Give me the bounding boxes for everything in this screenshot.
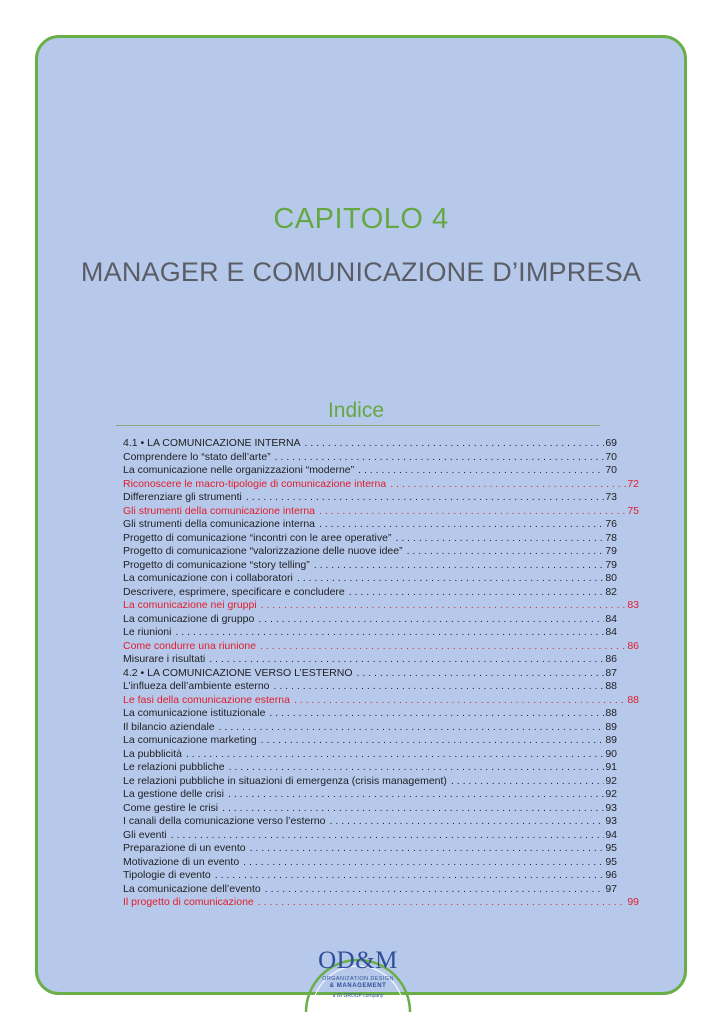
toc-entry-title: Le relazioni pubbliche in situazioni di emergenza (crisis management): [123, 774, 447, 787]
toc-entry-title: La gestione delle crisi: [123, 788, 224, 800]
chapter-title: MANAGER E COMUNICAZIONE D’IMPRESA: [80, 257, 642, 287]
toc-entry-page: 91: [605, 761, 617, 773]
toc-entry: [123, 896, 639, 910]
toc-entry: [123, 694, 639, 708]
toc-entry: [123, 626, 617, 640]
toc-leader-dots: [305, 437, 605, 451]
toc-leader-dots: [390, 478, 626, 492]
toc-entry-title: Progetto di comunicazione “story telling”: [123, 558, 310, 571]
toc-leader-dots: [358, 464, 604, 478]
toc-entry-title: Progetto di comunicazione “valorizzazione delle nuove idee”: [123, 545, 403, 557]
toc-leader-dots: [246, 491, 604, 505]
toc-entry-title: Tipologie di evento: [123, 869, 211, 881]
toc-entry-title: Il bilancio aziendale: [123, 720, 215, 733]
toc-entry-page: 96: [605, 869, 617, 881]
toc-entry-page: 78: [605, 531, 617, 544]
toc-leader-dots: [275, 451, 605, 465]
toc-entry: [123, 505, 639, 519]
toc-leader-dots: [260, 640, 626, 654]
toc-entry: [123, 788, 617, 802]
toc-entry-page: 75: [627, 504, 639, 517]
toc-leader-dots: [319, 518, 604, 532]
index-divider: [116, 425, 600, 426]
toc-entry-title: Come condurre una riunione: [123, 639, 257, 652]
toc-entry: [123, 869, 617, 883]
toc-entry: [123, 518, 617, 532]
toc-entry-title: Gli eventi: [123, 828, 167, 841]
toc-entry-page: 73: [605, 491, 617, 503]
toc-leader-dots: [209, 653, 604, 667]
toc-entry-title: Misurare i risultati: [123, 653, 206, 665]
toc-leader-dots: [330, 815, 605, 829]
toc-entry: [123, 775, 617, 789]
toc-entry: [123, 640, 639, 654]
toc-entry: [123, 586, 617, 600]
toc-entry: [123, 559, 617, 573]
toc-entry-page: 84: [605, 612, 617, 625]
toc-leader-dots: [274, 680, 605, 694]
toc-entry-title: La comunicazione nelle organizzazioni “moderne”: [123, 464, 355, 476]
toc-entry-title: La comunicazione con i collaboratori: [123, 572, 293, 584]
toc-leader-dots: [243, 856, 604, 870]
toc-entry-title: L’influeza dell’ambiente esterno: [123, 680, 270, 692]
toc-entry-page: 95: [605, 855, 617, 868]
toc-entry-page: 70: [605, 450, 617, 463]
toc-entry-page: 79: [605, 558, 617, 571]
toc-entry: [123, 883, 617, 897]
toc-leader-dots: [222, 802, 604, 816]
toc-entry-page: 88: [627, 693, 639, 706]
toc-leader-dots: [356, 667, 604, 681]
toc-entry: [123, 734, 617, 748]
toc-entry-page: 79: [605, 545, 617, 557]
toc-entry: [123, 653, 617, 667]
toc-entry: [123, 572, 617, 586]
toc-leader-dots: [314, 559, 605, 573]
logo-wordmark: OD&M: [318, 947, 398, 974]
toc-leader-dots: [228, 788, 604, 802]
toc-leader-dots: [265, 883, 605, 897]
toc-entry: [123, 451, 617, 465]
toc-entry-title: Come gestire le crisi: [123, 801, 219, 814]
toc-entry-page: 99: [627, 896, 639, 908]
toc-entry-page: 88: [605, 707, 617, 719]
toc-entry: [123, 680, 617, 694]
toc-entry: [123, 748, 617, 762]
toc-entry-title: La comunicazione istituzionale: [123, 707, 266, 719]
index-heading: Indice: [327, 399, 385, 422]
toc-entry-page: 89: [605, 734, 617, 746]
toc-entry-page: 72: [627, 477, 639, 490]
toc-entry-page: 82: [605, 585, 617, 598]
toc-leader-dots: [294, 694, 626, 708]
toc-leader-dots: [229, 761, 605, 775]
toc-entry-page: 92: [605, 788, 617, 800]
toc-leader-dots: [219, 721, 605, 735]
toc-leader-dots: [395, 532, 604, 546]
toc-leader-dots: [297, 572, 604, 586]
toc-entry-title: Differenziare gli strumenti: [123, 491, 242, 503]
toc-entry-page: 92: [605, 774, 617, 787]
toc-entry-page: 93: [605, 801, 617, 814]
toc-entry-page: 70: [605, 464, 617, 476]
chapter-number: CAPITOLO 4: [273, 203, 449, 235]
toc-entry-title: Gli strumenti della comunicazione interna: [123, 518, 316, 530]
toc-entry: [123, 721, 617, 735]
toc-entry-page: 69: [605, 437, 617, 449]
logo-line1: ORGANIZATION DESIGN: [322, 976, 394, 982]
toc-entry-title: Le fasi della comunicazione esterna: [123, 693, 290, 706]
odm-logo: [302, 942, 414, 1022]
toc-entry-title: La pubblicità: [123, 747, 182, 760]
toc-leader-dots: [215, 869, 605, 883]
toc-entry: [123, 437, 617, 451]
toc-entry-page: 87: [605, 666, 617, 679]
toc-entry-title: Le relazioni pubbliche: [123, 761, 225, 773]
toc-leader-dots: [171, 829, 605, 843]
toc-entry: [123, 532, 617, 546]
toc-leader-dots: [258, 896, 627, 910]
toc-entry-title: Comprendere lo “stato dell’arte”: [123, 450, 271, 463]
toc-entry-title: Il progetto di comunicazione: [123, 896, 254, 908]
toc-entry-page: 88: [605, 680, 617, 692]
toc-entry: [123, 545, 617, 559]
toc-entry: [123, 815, 617, 829]
toc-entry: [123, 802, 617, 816]
toc-leader-dots: [407, 545, 605, 559]
toc-entry-title: Preparazione di un evento: [123, 842, 246, 854]
toc-entry-title: Progetto di comunicazione “incontri con le aree operative”: [123, 531, 392, 544]
toc-entry: [123, 842, 617, 856]
toc-entry-page: 93: [605, 815, 617, 827]
toc-entry-title: Gli strumenti della comunicazione interna: [123, 504, 316, 517]
toc-entry: [123, 613, 617, 627]
toc-entry: [123, 478, 639, 492]
toc-entry-page: 90: [605, 747, 617, 760]
toc-entry-page: 83: [627, 599, 639, 611]
toc-entry-title: I canali della comunicazione verso l’esterno: [123, 815, 326, 827]
toc-leader-dots: [319, 505, 626, 519]
toc-entry: [123, 856, 617, 870]
toc-entry-title: Riconoscere le macro-tipologie di comunicazione interna: [123, 477, 387, 490]
toc-entry-title: La comunicazione nei gruppi: [123, 599, 257, 611]
toc-entry: [123, 667, 617, 681]
toc-leader-dots: [269, 707, 604, 721]
toc-entry-page: 95: [605, 842, 617, 854]
toc-entry-page: 84: [605, 626, 617, 638]
toc-entry: [123, 707, 617, 721]
toc-entry-title: 4.2 • LA COMUNICAZIONE VERSO L’ESTERNO: [123, 666, 353, 679]
toc-entry-page: 97: [605, 882, 617, 895]
toc-entry-title: Descrivere, esprimere, specificare e concludere: [123, 585, 345, 598]
logo-line3: a GI GROUP company: [332, 993, 384, 999]
toc-entry-title: Motivazione di un evento: [123, 855, 240, 868]
toc-leader-dots: [258, 613, 604, 627]
toc-entry-title: La comunicazione dell’evento: [123, 882, 261, 895]
toc-entry-title: La comunicazione di gruppo: [123, 612, 255, 625]
table-of-contents: [123, 437, 639, 910]
toc-leader-dots: [451, 775, 604, 789]
toc-leader-dots: [175, 626, 604, 640]
toc-leader-dots: [250, 842, 605, 856]
toc-entry: [123, 491, 617, 505]
toc-entry-title: Le riunioni: [123, 626, 172, 638]
toc-entry-page: 80: [605, 572, 617, 584]
toc-entry: [123, 829, 617, 843]
toc-entry-page: 94: [605, 828, 617, 841]
toc-entry-page: 76: [605, 518, 617, 530]
toc-leader-dots: [261, 734, 605, 748]
toc-entry: [123, 599, 639, 613]
toc-entry-page: 89: [605, 720, 617, 733]
logo-line2: & MANAGEMENT: [329, 983, 387, 989]
toc-leader-dots: [349, 586, 605, 600]
toc-entry-title: La comunicazione marketing: [123, 734, 257, 746]
toc-entry: [123, 761, 617, 775]
toc-leader-dots: [261, 599, 627, 613]
toc-entry-page: 86: [627, 639, 639, 652]
toc-leader-dots: [186, 748, 604, 762]
toc-entry-page: 86: [605, 653, 617, 665]
toc-entry-title: 4.1 • LA COMUNICAZIONE INTERNA: [123, 437, 301, 449]
toc-entry: [123, 464, 617, 478]
